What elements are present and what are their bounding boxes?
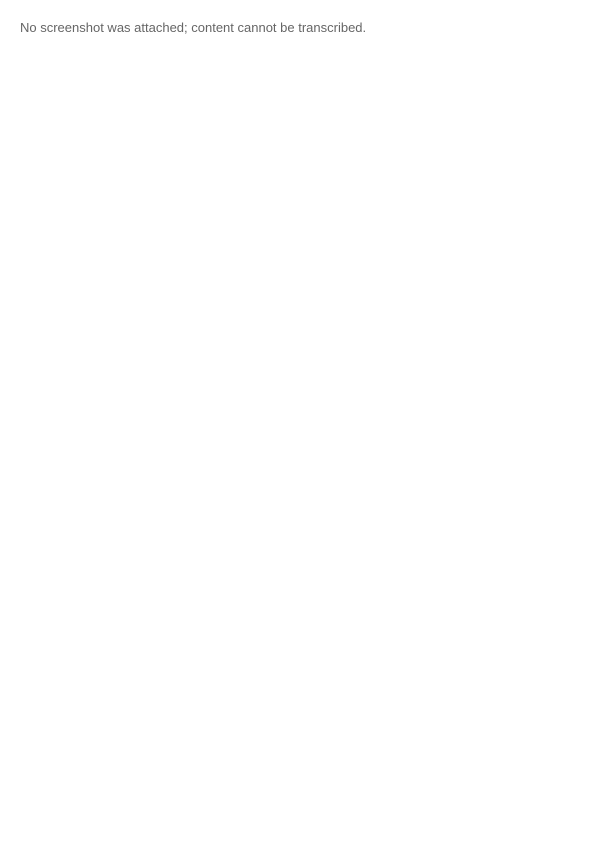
missing-image-note: No screenshot was attached; content cannot be transcribed. <box>20 20 367 35</box>
